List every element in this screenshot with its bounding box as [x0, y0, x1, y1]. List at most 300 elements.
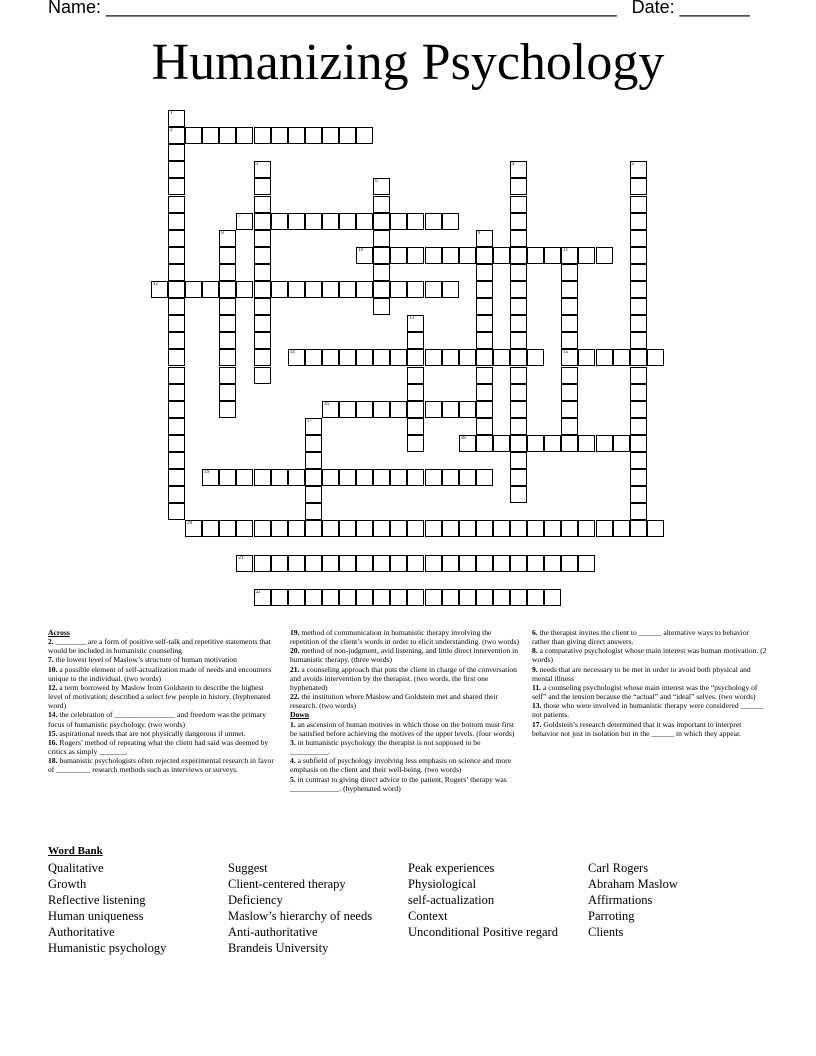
grid-cell[interactable]	[510, 247, 527, 264]
grid-cell[interactable]	[647, 349, 664, 366]
grid-cell[interactable]	[613, 520, 630, 537]
grid-cell[interactable]	[254, 281, 271, 298]
grid-cell[interactable]	[168, 367, 185, 384]
grid-cell[interactable]	[373, 281, 390, 298]
grid-cell[interactable]	[613, 349, 630, 366]
grid-cell[interactable]	[339, 401, 356, 418]
grid-cell[interactable]	[544, 555, 561, 572]
grid-cell[interactable]	[219, 520, 236, 537]
grid-cell[interactable]	[425, 349, 442, 366]
grid-cell[interactable]	[630, 196, 647, 213]
grid-cell[interactable]	[168, 503, 185, 520]
grid-cell[interactable]	[288, 555, 305, 572]
grid-cell[interactable]	[373, 178, 390, 195]
grid-cell[interactable]	[254, 178, 271, 195]
grid-cell[interactable]	[630, 503, 647, 520]
grid-cell[interactable]	[288, 520, 305, 537]
grid-cell[interactable]	[219, 332, 236, 349]
grid-cell[interactable]	[254, 161, 271, 178]
grid-cell[interactable]	[322, 589, 339, 606]
grid-cell[interactable]	[322, 469, 339, 486]
grid-cell[interactable]	[168, 315, 185, 332]
grid-cell[interactable]	[510, 418, 527, 435]
grid-cell[interactable]	[305, 486, 322, 503]
grid-cell[interactable]	[561, 520, 578, 537]
grid-cell[interactable]	[254, 367, 271, 384]
grid-cell[interactable]	[322, 520, 339, 537]
grid-cell[interactable]	[510, 161, 527, 178]
grid-cell[interactable]	[510, 213, 527, 230]
grid-cell[interactable]	[219, 127, 236, 144]
grid-cell[interactable]	[168, 384, 185, 401]
grid-cell[interactable]	[630, 264, 647, 281]
grid-cell[interactable]	[356, 127, 373, 144]
grid-cell[interactable]	[151, 281, 168, 298]
grid-cell[interactable]	[339, 213, 356, 230]
grid-cell[interactable]	[578, 435, 595, 452]
grid-cell[interactable]	[168, 469, 185, 486]
grid-cell[interactable]	[390, 247, 407, 264]
grid-cell[interactable]	[202, 281, 219, 298]
grid-cell[interactable]	[339, 281, 356, 298]
grid-cell[interactable]	[476, 418, 493, 435]
grid-cell[interactable]	[493, 589, 510, 606]
grid-cell[interactable]	[407, 332, 424, 349]
grid-cell[interactable]	[219, 384, 236, 401]
grid-cell[interactable]	[630, 469, 647, 486]
grid-cell[interactable]	[544, 520, 561, 537]
grid-cell[interactable]	[168, 486, 185, 503]
grid-cell[interactable]	[322, 213, 339, 230]
grid-cell[interactable]	[390, 281, 407, 298]
clue-number-label: 17.	[532, 719, 542, 729]
grid-cell[interactable]	[425, 469, 442, 486]
grid-cell[interactable]	[561, 555, 578, 572]
grid-cell[interactable]	[168, 144, 185, 161]
grid-cell[interactable]	[596, 435, 613, 452]
grid-cell[interactable]	[630, 332, 647, 349]
grid-cell[interactable]	[305, 127, 322, 144]
grid-cell[interactable]	[185, 127, 202, 144]
grid-cell[interactable]	[527, 555, 544, 572]
grid-cell[interactable]	[219, 469, 236, 486]
grid-cell[interactable]	[254, 213, 271, 230]
grid-cell[interactable]	[425, 281, 442, 298]
grid-cell[interactable]	[407, 247, 424, 264]
grid-cell[interactable]	[219, 281, 236, 298]
grid-cell[interactable]	[493, 520, 510, 537]
grid-cell[interactable]	[305, 452, 322, 469]
grid-cell[interactable]	[476, 384, 493, 401]
grid-cell[interactable]	[476, 315, 493, 332]
grid-cell[interactable]	[442, 469, 459, 486]
grid-cell[interactable]	[339, 349, 356, 366]
name-blank[interactable]: ___________________________________________________	[106, 0, 617, 17]
grid-cell[interactable]	[630, 315, 647, 332]
grid-cell[interactable]	[356, 469, 373, 486]
grid-cell[interactable]	[390, 213, 407, 230]
grid-cell[interactable]	[168, 127, 185, 144]
grid-cell[interactable]	[476, 469, 493, 486]
grid-cell[interactable]	[510, 469, 527, 486]
grid-cell[interactable]	[236, 520, 253, 537]
grid-cell[interactable]	[373, 469, 390, 486]
grid-cell[interactable]	[168, 110, 185, 127]
grid-cell[interactable]	[219, 247, 236, 264]
grid-cell[interactable]	[168, 247, 185, 264]
grid-cell[interactable]	[168, 230, 185, 247]
grid-cell[interactable]	[510, 589, 527, 606]
grid-cell[interactable]	[476, 401, 493, 418]
grid-cell[interactable]	[527, 520, 544, 537]
grid-cell[interactable]	[630, 435, 647, 452]
grid-cell[interactable]	[596, 247, 613, 264]
grid-cell[interactable]	[305, 555, 322, 572]
grid-cell[interactable]	[390, 520, 407, 537]
grid-cell[interactable]	[236, 555, 253, 572]
grid-cell[interactable]	[236, 469, 253, 486]
grid-cell[interactable]	[476, 247, 493, 264]
grid-cell[interactable]	[425, 213, 442, 230]
grid-cell[interactable]	[288, 589, 305, 606]
grid-cell[interactable]	[527, 589, 544, 606]
grid-cell[interactable]	[459, 469, 476, 486]
grid-cell[interactable]	[373, 230, 390, 247]
grid-cell[interactable]	[339, 555, 356, 572]
grid-cell[interactable]	[339, 469, 356, 486]
grid-cell[interactable]	[339, 127, 356, 144]
grid-cell[interactable]	[322, 555, 339, 572]
grid-cell[interactable]	[322, 281, 339, 298]
grid-cell[interactable]	[202, 520, 219, 537]
grid-cell[interactable]	[271, 281, 288, 298]
grid-cell[interactable]	[390, 589, 407, 606]
grid-cell[interactable]	[630, 298, 647, 315]
grid-cell[interactable]	[630, 520, 647, 537]
grid-cell[interactable]	[527, 247, 544, 264]
grid-cell[interactable]	[373, 555, 390, 572]
grid-cell[interactable]	[476, 281, 493, 298]
grid-cell[interactable]	[561, 435, 578, 452]
grid-cell[interactable]	[288, 213, 305, 230]
grid-cell[interactable]	[561, 315, 578, 332]
grid-cell[interactable]	[305, 213, 322, 230]
grid-cell[interactable]	[425, 589, 442, 606]
grid-cell[interactable]	[271, 589, 288, 606]
grid-cell[interactable]	[168, 264, 185, 281]
grid-cell[interactable]	[425, 555, 442, 572]
grid-cell[interactable]	[236, 281, 253, 298]
grid-cell[interactable]	[356, 520, 373, 537]
grid-cell[interactable]	[168, 401, 185, 418]
grid-cell[interactable]	[305, 589, 322, 606]
grid-cell[interactable]	[647, 520, 664, 537]
grid-cell[interactable]	[544, 589, 561, 606]
grid-cell[interactable]	[373, 589, 390, 606]
grid-cell[interactable]	[373, 264, 390, 281]
grid-cell[interactable]	[459, 401, 476, 418]
grid-cell[interactable]	[561, 349, 578, 366]
grid-cell[interactable]	[202, 127, 219, 144]
grid-cell[interactable]	[476, 349, 493, 366]
grid-cell[interactable]	[459, 435, 476, 452]
grid-cell[interactable]	[305, 469, 322, 486]
grid-cell[interactable]	[219, 230, 236, 247]
grid-cell[interactable]	[510, 435, 527, 452]
grid-cell[interactable]	[407, 589, 424, 606]
grid-cell[interactable]	[510, 230, 527, 247]
grid-cell[interactable]	[561, 367, 578, 384]
grid-cell[interactable]	[322, 349, 339, 366]
grid-cell[interactable]	[254, 589, 271, 606]
grid-cell[interactable]	[442, 555, 459, 572]
grid-cell[interactable]	[613, 435, 630, 452]
grid-cell[interactable]	[390, 555, 407, 572]
grid-cell[interactable]	[288, 349, 305, 366]
grid-cell[interactable]	[510, 384, 527, 401]
grid-cell[interactable]	[407, 418, 424, 435]
grid-cell[interactable]	[459, 589, 476, 606]
grid-cell[interactable]	[356, 247, 373, 264]
grid-cell[interactable]	[322, 401, 339, 418]
grid-cell[interactable]	[356, 401, 373, 418]
grid-cell[interactable]	[254, 127, 271, 144]
grid-cell[interactable]	[288, 281, 305, 298]
grid-cell[interactable]	[339, 589, 356, 606]
grid-cell[interactable]	[527, 435, 544, 452]
grid-cell[interactable]	[578, 520, 595, 537]
grid-cell[interactable]	[510, 196, 527, 213]
grid-cell[interactable]	[476, 367, 493, 384]
grid-cell[interactable]	[390, 401, 407, 418]
grid-cell[interactable]	[442, 213, 459, 230]
grid-cell[interactable]	[168, 196, 185, 213]
grid-cell[interactable]	[630, 418, 647, 435]
grid-cell[interactable]	[561, 401, 578, 418]
grid-cell[interactable]	[407, 469, 424, 486]
grid-cell[interactable]	[168, 213, 185, 230]
grid-cell[interactable]	[510, 298, 527, 315]
grid-cell[interactable]	[578, 555, 595, 572]
grid-cell[interactable]	[510, 264, 527, 281]
grid-cell[interactable]	[510, 555, 527, 572]
grid-cell[interactable]	[407, 401, 424, 418]
grid-cell[interactable]	[630, 247, 647, 264]
grid-cell[interactable]	[425, 520, 442, 537]
grid-cell[interactable]	[476, 264, 493, 281]
grid-cell[interactable]	[578, 349, 595, 366]
grid-cell[interactable]	[442, 247, 459, 264]
grid-cell[interactable]	[630, 384, 647, 401]
grid-cell[interactable]	[373, 247, 390, 264]
grid-cell[interactable]	[168, 161, 185, 178]
grid-cell[interactable]	[271, 127, 288, 144]
grid-cell[interactable]	[168, 281, 185, 298]
grid-cell[interactable]	[630, 230, 647, 247]
grid-cell[interactable]	[168, 435, 185, 452]
grid-cell[interactable]	[630, 452, 647, 469]
grid-cell[interactable]	[373, 298, 390, 315]
grid-cell[interactable]	[493, 349, 510, 366]
grid-cell[interactable]	[459, 520, 476, 537]
grid-cell[interactable]	[219, 401, 236, 418]
grid-cell[interactable]	[561, 298, 578, 315]
grid-cell[interactable]	[630, 401, 647, 418]
grid-cell[interactable]	[459, 555, 476, 572]
grid-cell[interactable]	[305, 435, 322, 452]
grid-cell[interactable]	[356, 281, 373, 298]
grid-cell[interactable]	[407, 367, 424, 384]
grid-cell[interactable]	[390, 349, 407, 366]
grid-cell[interactable]	[510, 520, 527, 537]
grid-cell[interactable]	[271, 555, 288, 572]
grid-cell[interactable]	[510, 367, 527, 384]
grid-cell[interactable]	[561, 281, 578, 298]
grid-cell[interactable]	[288, 469, 305, 486]
grid-cell[interactable]	[442, 589, 459, 606]
grid-cell[interactable]	[219, 264, 236, 281]
grid-cell[interactable]	[407, 281, 424, 298]
grid-cell[interactable]	[510, 178, 527, 195]
grid-cell[interactable]	[407, 435, 424, 452]
grid-cell[interactable]	[168, 452, 185, 469]
grid-cell[interactable]	[373, 520, 390, 537]
grid-cell[interactable]	[339, 520, 356, 537]
grid-cell[interactable]	[561, 384, 578, 401]
grid-cell[interactable]	[442, 349, 459, 366]
grid-cell[interactable]	[305, 520, 322, 537]
grid-cell[interactable]	[271, 469, 288, 486]
grid-cell[interactable]	[271, 520, 288, 537]
grid-cell[interactable]	[254, 230, 271, 247]
grid-cell[interactable]	[168, 178, 185, 195]
grid-cell[interactable]	[219, 298, 236, 315]
grid-cell[interactable]	[185, 520, 202, 537]
grid-cell[interactable]	[425, 401, 442, 418]
grid-cell[interactable]	[630, 161, 647, 178]
grid-cell[interactable]	[168, 332, 185, 349]
grid-cell[interactable]	[561, 332, 578, 349]
grid-cell[interactable]	[236, 127, 253, 144]
grid-cell[interactable]	[510, 332, 527, 349]
grid-cell[interactable]	[476, 230, 493, 247]
grid-cell[interactable]	[630, 178, 647, 195]
grid-cell[interactable]	[527, 349, 544, 366]
grid-cell[interactable]	[373, 196, 390, 213]
grid-cell[interactable]	[561, 418, 578, 435]
grid-cell[interactable]	[356, 555, 373, 572]
grid-cell[interactable]	[254, 196, 271, 213]
grid-cell[interactable]	[476, 520, 493, 537]
grid-cell[interactable]	[390, 469, 407, 486]
grid-cell[interactable]	[373, 213, 390, 230]
grid-cell[interactable]	[493, 435, 510, 452]
grid-cell[interactable]	[254, 520, 271, 537]
grid-cell[interactable]	[219, 315, 236, 332]
grid-cell[interactable]	[510, 486, 527, 503]
grid-cell[interactable]	[561, 264, 578, 281]
grid-cell[interactable]	[476, 435, 493, 452]
grid-cell[interactable]	[544, 247, 561, 264]
grid-cell[interactable]	[168, 349, 185, 366]
grid-cell[interactable]	[493, 555, 510, 572]
grid-cell[interactable]	[510, 349, 527, 366]
grid-cell[interactable]	[254, 469, 271, 486]
grid-cell[interactable]	[305, 418, 322, 435]
grid-cell[interactable]	[356, 589, 373, 606]
grid-cell[interactable]	[219, 367, 236, 384]
grid-cell[interactable]	[185, 281, 202, 298]
grid-cell[interactable]	[459, 349, 476, 366]
grid-cell[interactable]	[407, 213, 424, 230]
grid-cell[interactable]	[254, 349, 271, 366]
grid-cell[interactable]	[254, 315, 271, 332]
date-blank[interactable]: _______	[679, 0, 750, 17]
grid-cell[interactable]	[219, 349, 236, 366]
grid-cell[interactable]	[356, 349, 373, 366]
grid-cell[interactable]	[322, 127, 339, 144]
grid-cell[interactable]	[476, 298, 493, 315]
grid-cell[interactable]	[630, 367, 647, 384]
grid-cell[interactable]	[630, 281, 647, 298]
grid-cell[interactable]	[288, 127, 305, 144]
grid-cell[interactable]	[202, 469, 219, 486]
grid-cell[interactable]	[596, 349, 613, 366]
grid-cell[interactable]	[442, 401, 459, 418]
grid-cell[interactable]	[407, 555, 424, 572]
grid-cell[interactable]	[510, 281, 527, 298]
grid-cell[interactable]	[407, 315, 424, 332]
grid-cell[interactable]	[356, 213, 373, 230]
grid-cell[interactable]	[407, 349, 424, 366]
grid-cell[interactable]	[168, 298, 185, 315]
grid-cell[interactable]	[459, 247, 476, 264]
grid-cell[interactable]	[578, 247, 595, 264]
grid-cell[interactable]	[254, 264, 271, 281]
grid-cell[interactable]	[254, 332, 271, 349]
grid-cell[interactable]	[407, 520, 424, 537]
grid-cell[interactable]	[442, 520, 459, 537]
grid-cell[interactable]	[305, 503, 322, 520]
grid-cell[interactable]	[407, 384, 424, 401]
grid-cell[interactable]	[561, 247, 578, 264]
grid-cell[interactable]	[544, 435, 561, 452]
grid-cell[interactable]	[305, 349, 322, 366]
grid-cell[interactable]	[476, 332, 493, 349]
grid-cell[interactable]	[630, 213, 647, 230]
grid-cell[interactable]	[254, 247, 271, 264]
grid-cell[interactable]	[236, 213, 253, 230]
grid-cell[interactable]	[596, 520, 613, 537]
grid-cell[interactable]	[493, 247, 510, 264]
grid-cell[interactable]	[476, 555, 493, 572]
grid-cell[interactable]	[373, 401, 390, 418]
grid-cell[interactable]	[510, 315, 527, 332]
grid-cell[interactable]	[510, 401, 527, 418]
grid-cell[interactable]	[510, 452, 527, 469]
grid-cell[interactable]	[630, 349, 647, 366]
grid-cell[interactable]	[476, 589, 493, 606]
grid-cell[interactable]	[442, 281, 459, 298]
grid-cell[interactable]	[305, 281, 322, 298]
grid-cell[interactable]	[630, 486, 647, 503]
grid-cell[interactable]	[254, 555, 271, 572]
grid-cell[interactable]	[254, 298, 271, 315]
grid-cell[interactable]	[168, 418, 185, 435]
grid-cell[interactable]	[425, 247, 442, 264]
grid-cell[interactable]	[271, 213, 288, 230]
grid-cell[interactable]	[373, 349, 390, 366]
